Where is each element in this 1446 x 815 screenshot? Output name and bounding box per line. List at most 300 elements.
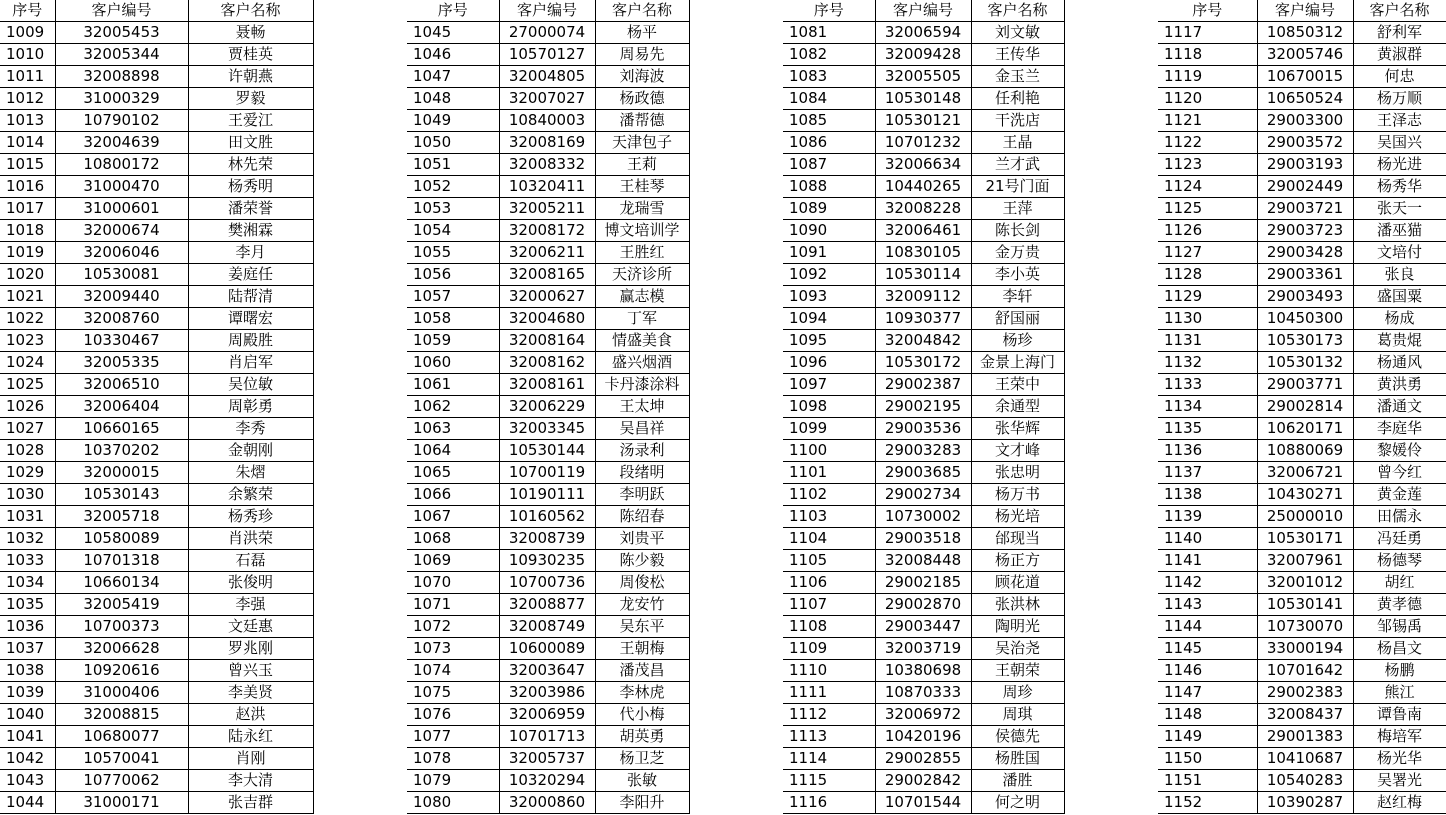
table-row <box>0 154 313 176</box>
cell-customer-code: 32005737 <box>499 748 595 770</box>
cell-seq-no: 1151 <box>1158 770 1257 792</box>
cell-customer-name: 陶明光 <box>971 616 1064 638</box>
cell-seq-no: 1011 <box>0 66 55 88</box>
cell-customer-code: 10700373 <box>55 616 188 638</box>
table-row <box>783 176 1064 198</box>
cell-seq-no: 1085 <box>783 110 875 132</box>
cell-customer-code: 29002734 <box>875 484 971 506</box>
cell-seq-no: 1062 <box>407 396 499 418</box>
cell-seq-no: 1093 <box>783 286 875 308</box>
table-row <box>1158 660 1446 682</box>
cell-seq-no: 1127 <box>1158 242 1257 264</box>
cell-customer-code: 10530143 <box>55 484 188 506</box>
table-row <box>0 704 313 726</box>
cell-customer-name: 汤录利 <box>595 440 689 462</box>
cell-seq-no: 1070 <box>407 572 499 594</box>
cell-seq-no: 1148 <box>1158 704 1257 726</box>
cell-customer-name: 潘帮德 <box>595 110 689 132</box>
cell-customer-name: 李小英 <box>971 264 1064 286</box>
cell-seq-no: 1135 <box>1158 418 1257 440</box>
cell-seq-no: 1069 <box>407 550 499 572</box>
cell-customer-code: 10440265 <box>875 176 971 198</box>
table-row <box>1158 484 1446 506</box>
cell-customer-name: 潘巫猫 <box>1353 220 1446 242</box>
cell-seq-no: 1147 <box>1158 682 1257 704</box>
cell-seq-no: 1057 <box>407 286 499 308</box>
cell-seq-no: 1097 <box>783 374 875 396</box>
cell-customer-code: 10930377 <box>875 308 971 330</box>
cell-customer-name: 21号门面 <box>971 176 1064 198</box>
cell-customer-code: 32000015 <box>55 462 188 484</box>
table-row <box>407 638 689 660</box>
cell-customer-name: 王桂琴 <box>595 176 689 198</box>
table-row <box>783 198 1064 220</box>
cell-seq-no: 1018 <box>0 220 55 242</box>
table-row <box>407 770 689 792</box>
cell-seq-no: 1144 <box>1158 616 1257 638</box>
table-row <box>1158 616 1446 638</box>
table-row <box>407 132 689 154</box>
cell-seq-no: 1035 <box>0 594 55 616</box>
table-row <box>0 418 313 440</box>
cell-seq-no: 1067 <box>407 506 499 528</box>
cell-seq-no: 1089 <box>783 198 875 220</box>
cell-customer-code: 32003719 <box>875 638 971 660</box>
cell-customer-code: 10870333 <box>875 682 971 704</box>
cell-customer-name: 谭鲁南 <box>1353 704 1446 726</box>
cell-customer-code: 32009112 <box>875 286 971 308</box>
cell-seq-no: 1145 <box>1158 638 1257 660</box>
table-row <box>0 66 313 88</box>
cell-customer-name: 王荣中 <box>971 374 1064 396</box>
cell-customer-name: 周易先 <box>595 44 689 66</box>
table-row <box>783 352 1064 374</box>
cell-seq-no: 1126 <box>1158 220 1257 242</box>
table-row <box>407 176 689 198</box>
cell-seq-no: 1020 <box>0 264 55 286</box>
cell-customer-name: 曾今红 <box>1353 462 1446 484</box>
cell-customer-code: 10570127 <box>499 44 595 66</box>
cell-seq-no: 1079 <box>407 770 499 792</box>
cell-customer-code: 10190111 <box>499 484 595 506</box>
table-row <box>0 638 313 660</box>
cell-customer-name: 肖洪荣 <box>188 528 313 550</box>
cell-customer-code: 29003536 <box>875 418 971 440</box>
cell-seq-no: 1133 <box>1158 374 1257 396</box>
cell-customer-name: 情盛美食 <box>595 330 689 352</box>
cell-seq-no: 1053 <box>407 198 499 220</box>
table-row <box>0 198 313 220</box>
cell-customer-code: 10840003 <box>499 110 595 132</box>
table-row <box>783 374 1064 396</box>
cell-customer-name: 天济诊所 <box>595 264 689 286</box>
cell-customer-name: 黄洪勇 <box>1353 374 1446 396</box>
cell-customer-name: 文培付 <box>1353 242 1446 264</box>
table-row <box>407 110 689 132</box>
table-row <box>407 550 689 572</box>
cell-customer-name: 杨昌文 <box>1353 638 1446 660</box>
table-row <box>783 462 1064 484</box>
cell-customer-name: 兰才武 <box>971 154 1064 176</box>
cell-seq-no: 1149 <box>1158 726 1257 748</box>
cell-customer-name: 张敏 <box>595 770 689 792</box>
cell-customer-code: 27000074 <box>499 22 595 44</box>
cell-customer-name: 周珍 <box>971 682 1064 704</box>
cell-seq-no: 1024 <box>0 352 55 374</box>
table-row <box>407 154 689 176</box>
cell-seq-no: 1029 <box>0 462 55 484</box>
table-row <box>1158 374 1446 396</box>
cell-seq-no: 1021 <box>0 286 55 308</box>
cell-seq-no: 1081 <box>783 22 875 44</box>
cell-seq-no: 1030 <box>0 484 55 506</box>
cell-seq-no: 1150 <box>1158 748 1257 770</box>
cell-customer-name: 曾兴玉 <box>188 660 313 682</box>
cell-customer-name: 王朝荣 <box>971 660 1064 682</box>
cell-customer-name: 周彰勇 <box>188 396 313 418</box>
table-row <box>1158 264 1446 286</box>
cell-customer-code: 10450300 <box>1257 308 1353 330</box>
cell-customer-code: 32004680 <box>499 308 595 330</box>
cell-customer-name: 潘荣誉 <box>188 198 313 220</box>
table-row <box>783 88 1064 110</box>
table-row <box>1158 330 1446 352</box>
cell-customer-code: 32006634 <box>875 154 971 176</box>
table-row <box>783 286 1064 308</box>
table-row <box>1158 704 1446 726</box>
cell-customer-name: 盛国粟 <box>1353 286 1446 308</box>
cell-customer-name: 文才峰 <box>971 440 1064 462</box>
cell-seq-no: 1073 <box>407 638 499 660</box>
cell-customer-code: 10530144 <box>499 440 595 462</box>
cell-customer-name: 吴国兴 <box>1353 132 1446 154</box>
cell-customer-code: 10320411 <box>499 176 595 198</box>
cell-customer-code: 10380698 <box>875 660 971 682</box>
cell-customer-name: 张吉群 <box>188 792 313 814</box>
table-row <box>0 22 313 44</box>
cell-customer-name: 周俊松 <box>595 572 689 594</box>
cell-customer-name: 赵红梅 <box>1353 792 1446 814</box>
cell-customer-code: 31000470 <box>55 176 188 198</box>
table-row <box>407 616 689 638</box>
cell-customer-name: 干洗店 <box>971 110 1064 132</box>
table-row <box>407 792 689 814</box>
table-row <box>783 22 1064 44</box>
cell-seq-no: 1052 <box>407 176 499 198</box>
cell-customer-code: 10530173 <box>1257 330 1353 352</box>
cell-customer-name: 陈长剑 <box>971 220 1064 242</box>
cell-customer-code: 32005453 <box>55 22 188 44</box>
cell-customer-code: 29002195 <box>875 396 971 418</box>
cell-seq-no: 1033 <box>0 550 55 572</box>
cell-seq-no: 1109 <box>783 638 875 660</box>
cell-customer-code: 32008172 <box>499 220 595 242</box>
cell-seq-no: 1141 <box>1158 550 1257 572</box>
cell-customer-name: 潘胜 <box>971 770 1064 792</box>
header-customer-code: 客户编号 <box>55 0 188 22</box>
cell-customer-name: 陆永红 <box>188 726 313 748</box>
cell-seq-no: 1056 <box>407 264 499 286</box>
cell-seq-no: 1086 <box>783 132 875 154</box>
cell-customer-code: 32008228 <box>875 198 971 220</box>
cell-seq-no: 1101 <box>783 462 875 484</box>
cell-seq-no: 1055 <box>407 242 499 264</box>
cell-seq-no: 1051 <box>407 154 499 176</box>
cell-seq-no: 1048 <box>407 88 499 110</box>
cell-customer-name: 许朝燕 <box>188 66 313 88</box>
cell-seq-no: 1059 <box>407 330 499 352</box>
table-row <box>407 352 689 374</box>
cell-customer-code: 32007961 <box>1257 550 1353 572</box>
cell-customer-name: 王萍 <box>971 198 1064 220</box>
table-row <box>1158 132 1446 154</box>
cell-customer-name: 卡丹漆涂料 <box>595 374 689 396</box>
cell-seq-no: 1015 <box>0 154 55 176</box>
cell-seq-no: 1013 <box>0 110 55 132</box>
cell-customer-name: 陆帮清 <box>188 286 313 308</box>
cell-customer-name: 杨秀华 <box>1353 176 1446 198</box>
cell-customer-code: 29003518 <box>875 528 971 550</box>
table-row <box>1158 462 1446 484</box>
cell-seq-no: 1124 <box>1158 176 1257 198</box>
cell-customer-name: 杨珍 <box>971 330 1064 352</box>
cell-customer-code: 32000674 <box>55 220 188 242</box>
cell-customer-code: 10660165 <box>55 418 188 440</box>
cell-seq-no: 1061 <box>407 374 499 396</box>
cell-customer-name: 邰现当 <box>971 528 1064 550</box>
cell-customer-name: 吴东平 <box>595 616 689 638</box>
cell-customer-name: 杨平 <box>595 22 689 44</box>
table-row <box>407 726 689 748</box>
cell-customer-code: 10880069 <box>1257 440 1353 462</box>
cell-customer-code: 25000010 <box>1257 506 1353 528</box>
table-row <box>1158 198 1446 220</box>
cell-seq-no: 1111 <box>783 682 875 704</box>
cell-seq-no: 1019 <box>0 242 55 264</box>
cell-customer-name: 杨德琴 <box>1353 550 1446 572</box>
cell-seq-no: 1034 <box>0 572 55 594</box>
cell-customer-code: 10530141 <box>1257 594 1353 616</box>
cell-seq-no: 1107 <box>783 594 875 616</box>
cell-customer-code: 10390287 <box>1257 792 1353 814</box>
cell-customer-code: 32006229 <box>499 396 595 418</box>
cell-customer-code: 10570041 <box>55 748 188 770</box>
table-row <box>0 770 313 792</box>
cell-customer-code: 31000329 <box>55 88 188 110</box>
cell-customer-code: 10410687 <box>1257 748 1353 770</box>
table-row <box>783 110 1064 132</box>
cell-customer-code: 32008332 <box>499 154 595 176</box>
cell-customer-code: 32001012 <box>1257 572 1353 594</box>
cell-seq-no: 1065 <box>407 462 499 484</box>
table-row <box>783 638 1064 660</box>
cell-seq-no: 1110 <box>783 660 875 682</box>
cell-customer-name: 王晶 <box>971 132 1064 154</box>
cell-seq-no: 1092 <box>783 264 875 286</box>
cell-seq-no: 1106 <box>783 572 875 594</box>
cell-seq-no: 1046 <box>407 44 499 66</box>
table-row <box>407 22 689 44</box>
cell-customer-code: 32005505 <box>875 66 971 88</box>
table-row <box>1158 726 1446 748</box>
cell-seq-no: 1142 <box>1158 572 1257 594</box>
cell-customer-code: 32007027 <box>499 88 595 110</box>
cell-seq-no: 1012 <box>0 88 55 110</box>
cell-customer-name: 罗毅 <box>188 88 313 110</box>
cell-seq-no: 1064 <box>407 440 499 462</box>
cell-customer-name: 姜庭任 <box>188 264 313 286</box>
cell-customer-name: 杨秀珍 <box>188 506 313 528</box>
cell-customer-name: 李阳升 <box>595 792 689 814</box>
cell-customer-code: 10730070 <box>1257 616 1353 638</box>
table-row <box>783 44 1064 66</box>
table-row <box>407 286 689 308</box>
cell-customer-name: 刘贵平 <box>595 528 689 550</box>
cell-seq-no: 1023 <box>0 330 55 352</box>
cell-customer-code: 10800172 <box>55 154 188 176</box>
cell-seq-no: 1078 <box>407 748 499 770</box>
cell-seq-no: 1077 <box>407 726 499 748</box>
cell-customer-name: 金玉兰 <box>971 66 1064 88</box>
cell-seq-no: 1143 <box>1158 594 1257 616</box>
cell-seq-no: 1043 <box>0 770 55 792</box>
table-row <box>0 462 313 484</box>
cell-customer-name: 王莉 <box>595 154 689 176</box>
cell-customer-name: 梅培军 <box>1353 726 1446 748</box>
cell-seq-no: 1140 <box>1158 528 1257 550</box>
table-row <box>407 220 689 242</box>
cell-customer-name: 肖刚 <box>188 748 313 770</box>
table-row <box>0 594 313 616</box>
table-row <box>783 528 1064 550</box>
table-row <box>783 484 1064 506</box>
cell-customer-name: 李明跃 <box>595 484 689 506</box>
cell-customer-code: 10650524 <box>1257 88 1353 110</box>
cell-customer-code: 29002870 <box>875 594 971 616</box>
cell-customer-code: 10330467 <box>55 330 188 352</box>
cell-customer-code: 32006594 <box>875 22 971 44</box>
cell-customer-name: 杨光进 <box>1353 154 1446 176</box>
cell-customer-name: 黎媛伶 <box>1353 440 1446 462</box>
table-row <box>1158 792 1446 814</box>
table-row <box>0 220 313 242</box>
cell-customer-name: 文廷惠 <box>188 616 313 638</box>
cell-customer-name: 余通型 <box>971 396 1064 418</box>
cell-customer-code: 31000171 <box>55 792 188 814</box>
header-seq-no: 序号 <box>1158 0 1257 22</box>
table-row <box>407 418 689 440</box>
table-row <box>783 308 1064 330</box>
table-row <box>783 418 1064 440</box>
cell-customer-code: 31000601 <box>55 198 188 220</box>
cell-customer-name: 邹锡禹 <box>1353 616 1446 638</box>
cell-customer-name: 李轩 <box>971 286 1064 308</box>
cell-seq-no: 1083 <box>783 66 875 88</box>
cell-seq-no: 1091 <box>783 242 875 264</box>
cell-seq-no: 1139 <box>1158 506 1257 528</box>
table-row <box>407 308 689 330</box>
cell-customer-code: 10700119 <box>499 462 595 484</box>
cell-customer-name: 黄金莲 <box>1353 484 1446 506</box>
table-row <box>407 330 689 352</box>
customer-table-block-4 <box>1158 0 1446 814</box>
cell-customer-code: 32006211 <box>499 242 595 264</box>
cell-seq-no: 1028 <box>0 440 55 462</box>
cell-seq-no: 1039 <box>0 682 55 704</box>
cell-seq-no: 1063 <box>407 418 499 440</box>
table-row <box>1158 506 1446 528</box>
cell-customer-code: 10701544 <box>875 792 971 814</box>
cell-customer-name: 金景上海门 <box>971 352 1064 374</box>
cell-customer-name: 龙安竹 <box>595 594 689 616</box>
cell-customer-name: 周殿胜 <box>188 330 313 352</box>
table-row <box>0 660 313 682</box>
cell-customer-name: 李美贤 <box>188 682 313 704</box>
cell-customer-name: 周琪 <box>971 704 1064 726</box>
cell-customer-code: 29002814 <box>1257 396 1353 418</box>
table-row <box>783 792 1064 814</box>
cell-customer-name: 胡红 <box>1353 572 1446 594</box>
cell-customer-name: 张良 <box>1353 264 1446 286</box>
cell-customer-code: 10600089 <box>499 638 595 660</box>
table-row <box>783 506 1064 528</box>
cell-customer-code: 32008164 <box>499 330 595 352</box>
header-customer-name: 客户名称 <box>188 0 313 22</box>
cell-seq-no: 1137 <box>1158 462 1257 484</box>
cell-customer-code: 10701642 <box>1257 660 1353 682</box>
cell-customer-name: 吴治尧 <box>971 638 1064 660</box>
table-row <box>407 594 689 616</box>
table-row <box>1158 352 1446 374</box>
cell-customer-code: 29003771 <box>1257 374 1353 396</box>
table-row <box>407 88 689 110</box>
cell-customer-name: 李林虎 <box>595 682 689 704</box>
cell-seq-no: 1121 <box>1158 110 1257 132</box>
table-row <box>783 594 1064 616</box>
cell-seq-no: 1128 <box>1158 264 1257 286</box>
table-row <box>1158 572 1446 594</box>
table-row <box>0 330 313 352</box>
header-customer-code: 客户编号 <box>1257 0 1353 22</box>
table-row <box>783 132 1064 154</box>
cell-customer-code: 32006404 <box>55 396 188 418</box>
cell-customer-code: 10701713 <box>499 726 595 748</box>
header-seq-no: 序号 <box>0 0 55 22</box>
cell-seq-no: 1138 <box>1158 484 1257 506</box>
cell-customer-code: 10790102 <box>55 110 188 132</box>
cell-seq-no: 1009 <box>0 22 55 44</box>
table-row <box>1158 594 1446 616</box>
cell-customer-name: 杨正方 <box>971 550 1064 572</box>
cell-customer-name: 吴昌祥 <box>595 418 689 440</box>
cell-customer-name: 侯德先 <box>971 726 1064 748</box>
cell-customer-code: 32004639 <box>55 132 188 154</box>
cell-seq-no: 1068 <box>407 528 499 550</box>
cell-seq-no: 1129 <box>1158 286 1257 308</box>
cell-customer-code: 32008169 <box>499 132 595 154</box>
cell-seq-no: 1047 <box>407 66 499 88</box>
cell-customer-code: 32003345 <box>499 418 595 440</box>
cell-customer-name: 樊湘霖 <box>188 220 313 242</box>
cell-customer-name: 任利艳 <box>971 88 1064 110</box>
cell-customer-name: 林先荣 <box>188 154 313 176</box>
table-row <box>1158 110 1446 132</box>
cell-customer-name: 何忠 <box>1353 66 1446 88</box>
cell-customer-name: 赵洪 <box>188 704 313 726</box>
cell-seq-no: 1071 <box>407 594 499 616</box>
table-row <box>783 726 1064 748</box>
cell-customer-code: 10530172 <box>875 352 971 374</box>
